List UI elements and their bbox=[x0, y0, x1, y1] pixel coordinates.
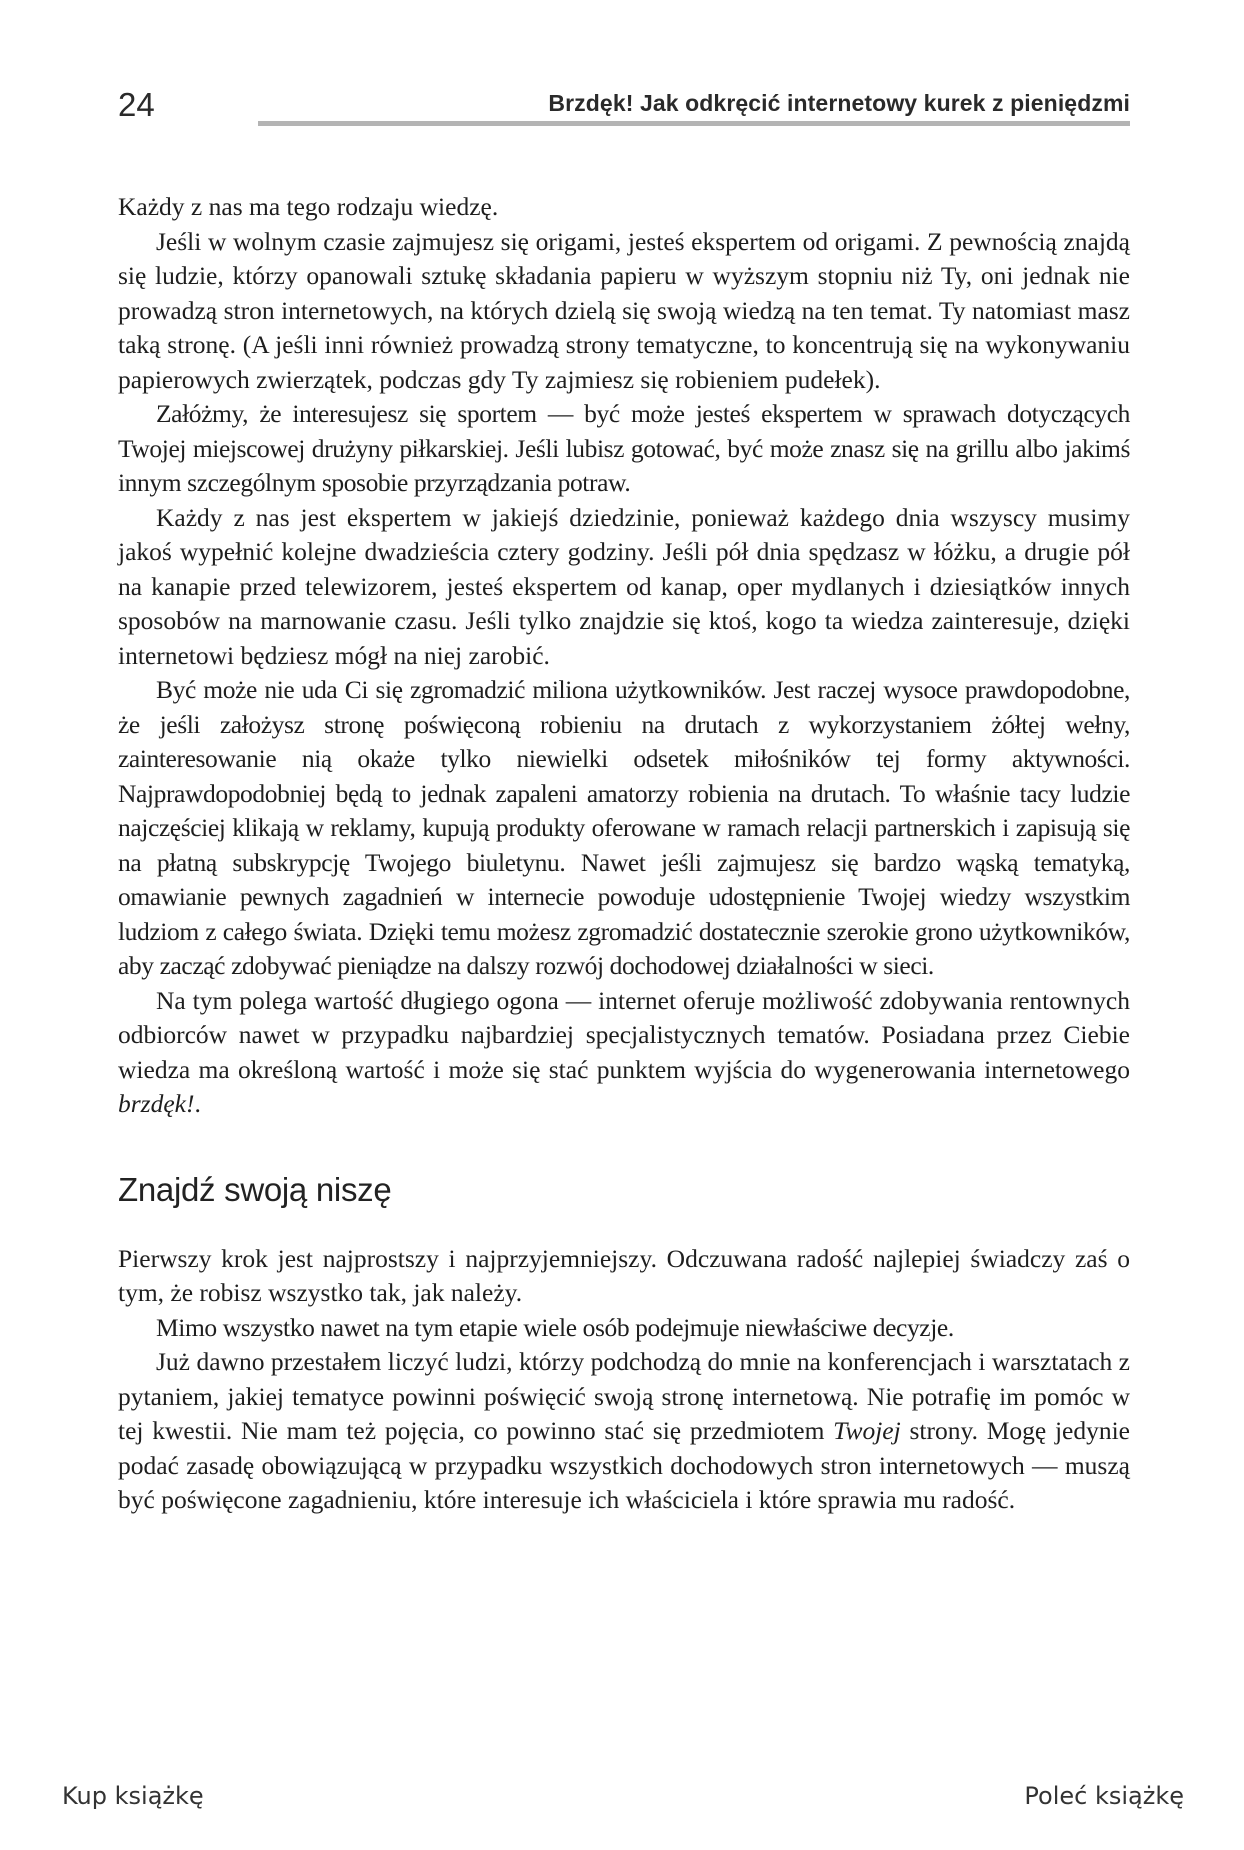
paragraph-text: strony. Mogę jedynie podać zasadę obowiązującą w przypadku wszystkich dochodowych stron internetowych — muszą być poświęcone zagadnieniu, które interesuje ich właściciela i które sprawia mu radość. bbox=[118, 1416, 1130, 1514]
paragraph: Załóżmy, że interesujesz się sportem — być może jesteś ekspertem w sprawach dotyczących Twojej miejscowej drużyny piłkarskiej. Jeśli lubisz gotować, być może znasz się na grillu albo jakimś innym szczególnym sposobie przyrządzania potraw. bbox=[118, 399, 1130, 497]
page-body bbox=[118, 190, 1130, 1518]
buy-book-link[interactable]: Kup książkę bbox=[62, 1782, 204, 1810]
paragraph: Jeśli w wolnym czasie zajmujesz się origami, jesteś ekspertem od origami. Z pewnością znajdą się ludzie, którzy opanowali sztukę składania papieru w wyższym stopniu niż Ty, oni jednak nie prowadzą stron internetowych, na których dzielą się swoją wiedzą na ten temat. Ty natomiast masz taką stronę. (A jeśli inni również prowadzą strony tematyczne, to koncentrują się na wykonywaniu papierowych zwierzątek, podczas gdy Ty zajmiesz się robieniem pudełek). bbox=[118, 226, 1130, 394]
paragraph bbox=[118, 1345, 1130, 1518]
paragraph bbox=[118, 984, 1130, 1122]
paragraph: Pierwszy krok jest najprostszy i najprzyjemniejszy. Odczuwana radość najlepiej świadczy zaś o tym, że robisz wszystko tak, jak należy. bbox=[118, 1243, 1130, 1307]
recommend-book-link[interactable]: Poleć książkę bbox=[1024, 1782, 1184, 1810]
paragraph: Każdy z nas jest ekspertem w jakiejś dziedzinie, ponieważ każdego dnia wszyscy musimy jakoś wypełnić kolejne dwadzieścia cztery godziny. Jeśli pół dnia spędzasz w łóżku, a drugie pół na kanapie przed telewizorem, jesteś ekspertem od kanap, oper mydlanych i dziesiątków innych sposobów na marnowanie czasu. Jeśli tylko znajdzie się ktoś, kogo ta wiedza zainteresuje, dzięki internetowi będziesz mógł na niej zarobić. bbox=[118, 502, 1130, 670]
paragraph: Być może nie uda Ci się zgromadzić miliona użytkowników. Jest raczej wysoce prawdopodobne, że jeśli założysz stronę poświęconą robieniu na drutach z wykorzystaniem żółtej wełny, zainteresowanie nią okaże tylko niewielki odsetek miłośników tej formy aktywności. Najprawdopodobniej będą to jednak zapaleni amatorzy robienia na drutach. To właśnie tacy ludzie najczęściej klikają w reklamy, kupują produkty oferowane w ramach relacji partnerskich i zapisują się na płatną subskrypcję Twojego biuletynu. Nawet jeśli zajmujesz się bardzo wąską tematyką, omawianie pewnych zagadnień w internecie powoduje udostępnienie Twojej wiedzy wszystkim ludziom z całego świata. Dzięki temu możesz zgromadzić dostatecznie szerokie grono użytkowników, aby zacząć zdobywać pieniądze na dalszy rozwój dochodowej działalności w sieci. bbox=[118, 675, 1130, 980]
paragraph-suffix: . bbox=[194, 1089, 201, 1118]
running-title: Brzdęk! Jak odkręcić internetowy kurek z pieniędzmi bbox=[548, 90, 1130, 116]
header-rule bbox=[258, 121, 1130, 126]
paragraph-text: Już dawno przestałem liczyć ludzi, którzy podchodzą do mnie na konferencjach i warsztatach z pytaniem, jakiej tematyce powinni poświęcić swoją stronę internetową. Nie potrafię im pomóc w tej kwestii. Nie mam też pojęcia, co powinno stać się przedmiotem bbox=[118, 1347, 1130, 1445]
italic-term: Twojej bbox=[833, 1416, 901, 1445]
paragraph-text: Na tym polega wartość długiego ogona — internet oferuje możliwość zdobywania rentownych odbiorców nawet w przypadku najbardziej specjalistycznych tematów. Posiadana przez Ciebie wiedza ma określoną wartość i może się stać punktem wyjścia do wygenerowania internetowego bbox=[118, 985, 1130, 1084]
page-header bbox=[118, 84, 1130, 128]
section-heading: Znajdź swoją niszę bbox=[118, 1170, 392, 1208]
page-number: 24 bbox=[118, 86, 155, 123]
italic-term: brzdęk! bbox=[118, 1089, 195, 1118]
paragraph: Mimo wszystko nawet na tym etapie wiele osób podejmuje niewłaściwe decyzje. bbox=[156, 1312, 954, 1342]
paragraph: Każdy z nas ma tego rodzaju wiedzę. bbox=[118, 192, 499, 221]
